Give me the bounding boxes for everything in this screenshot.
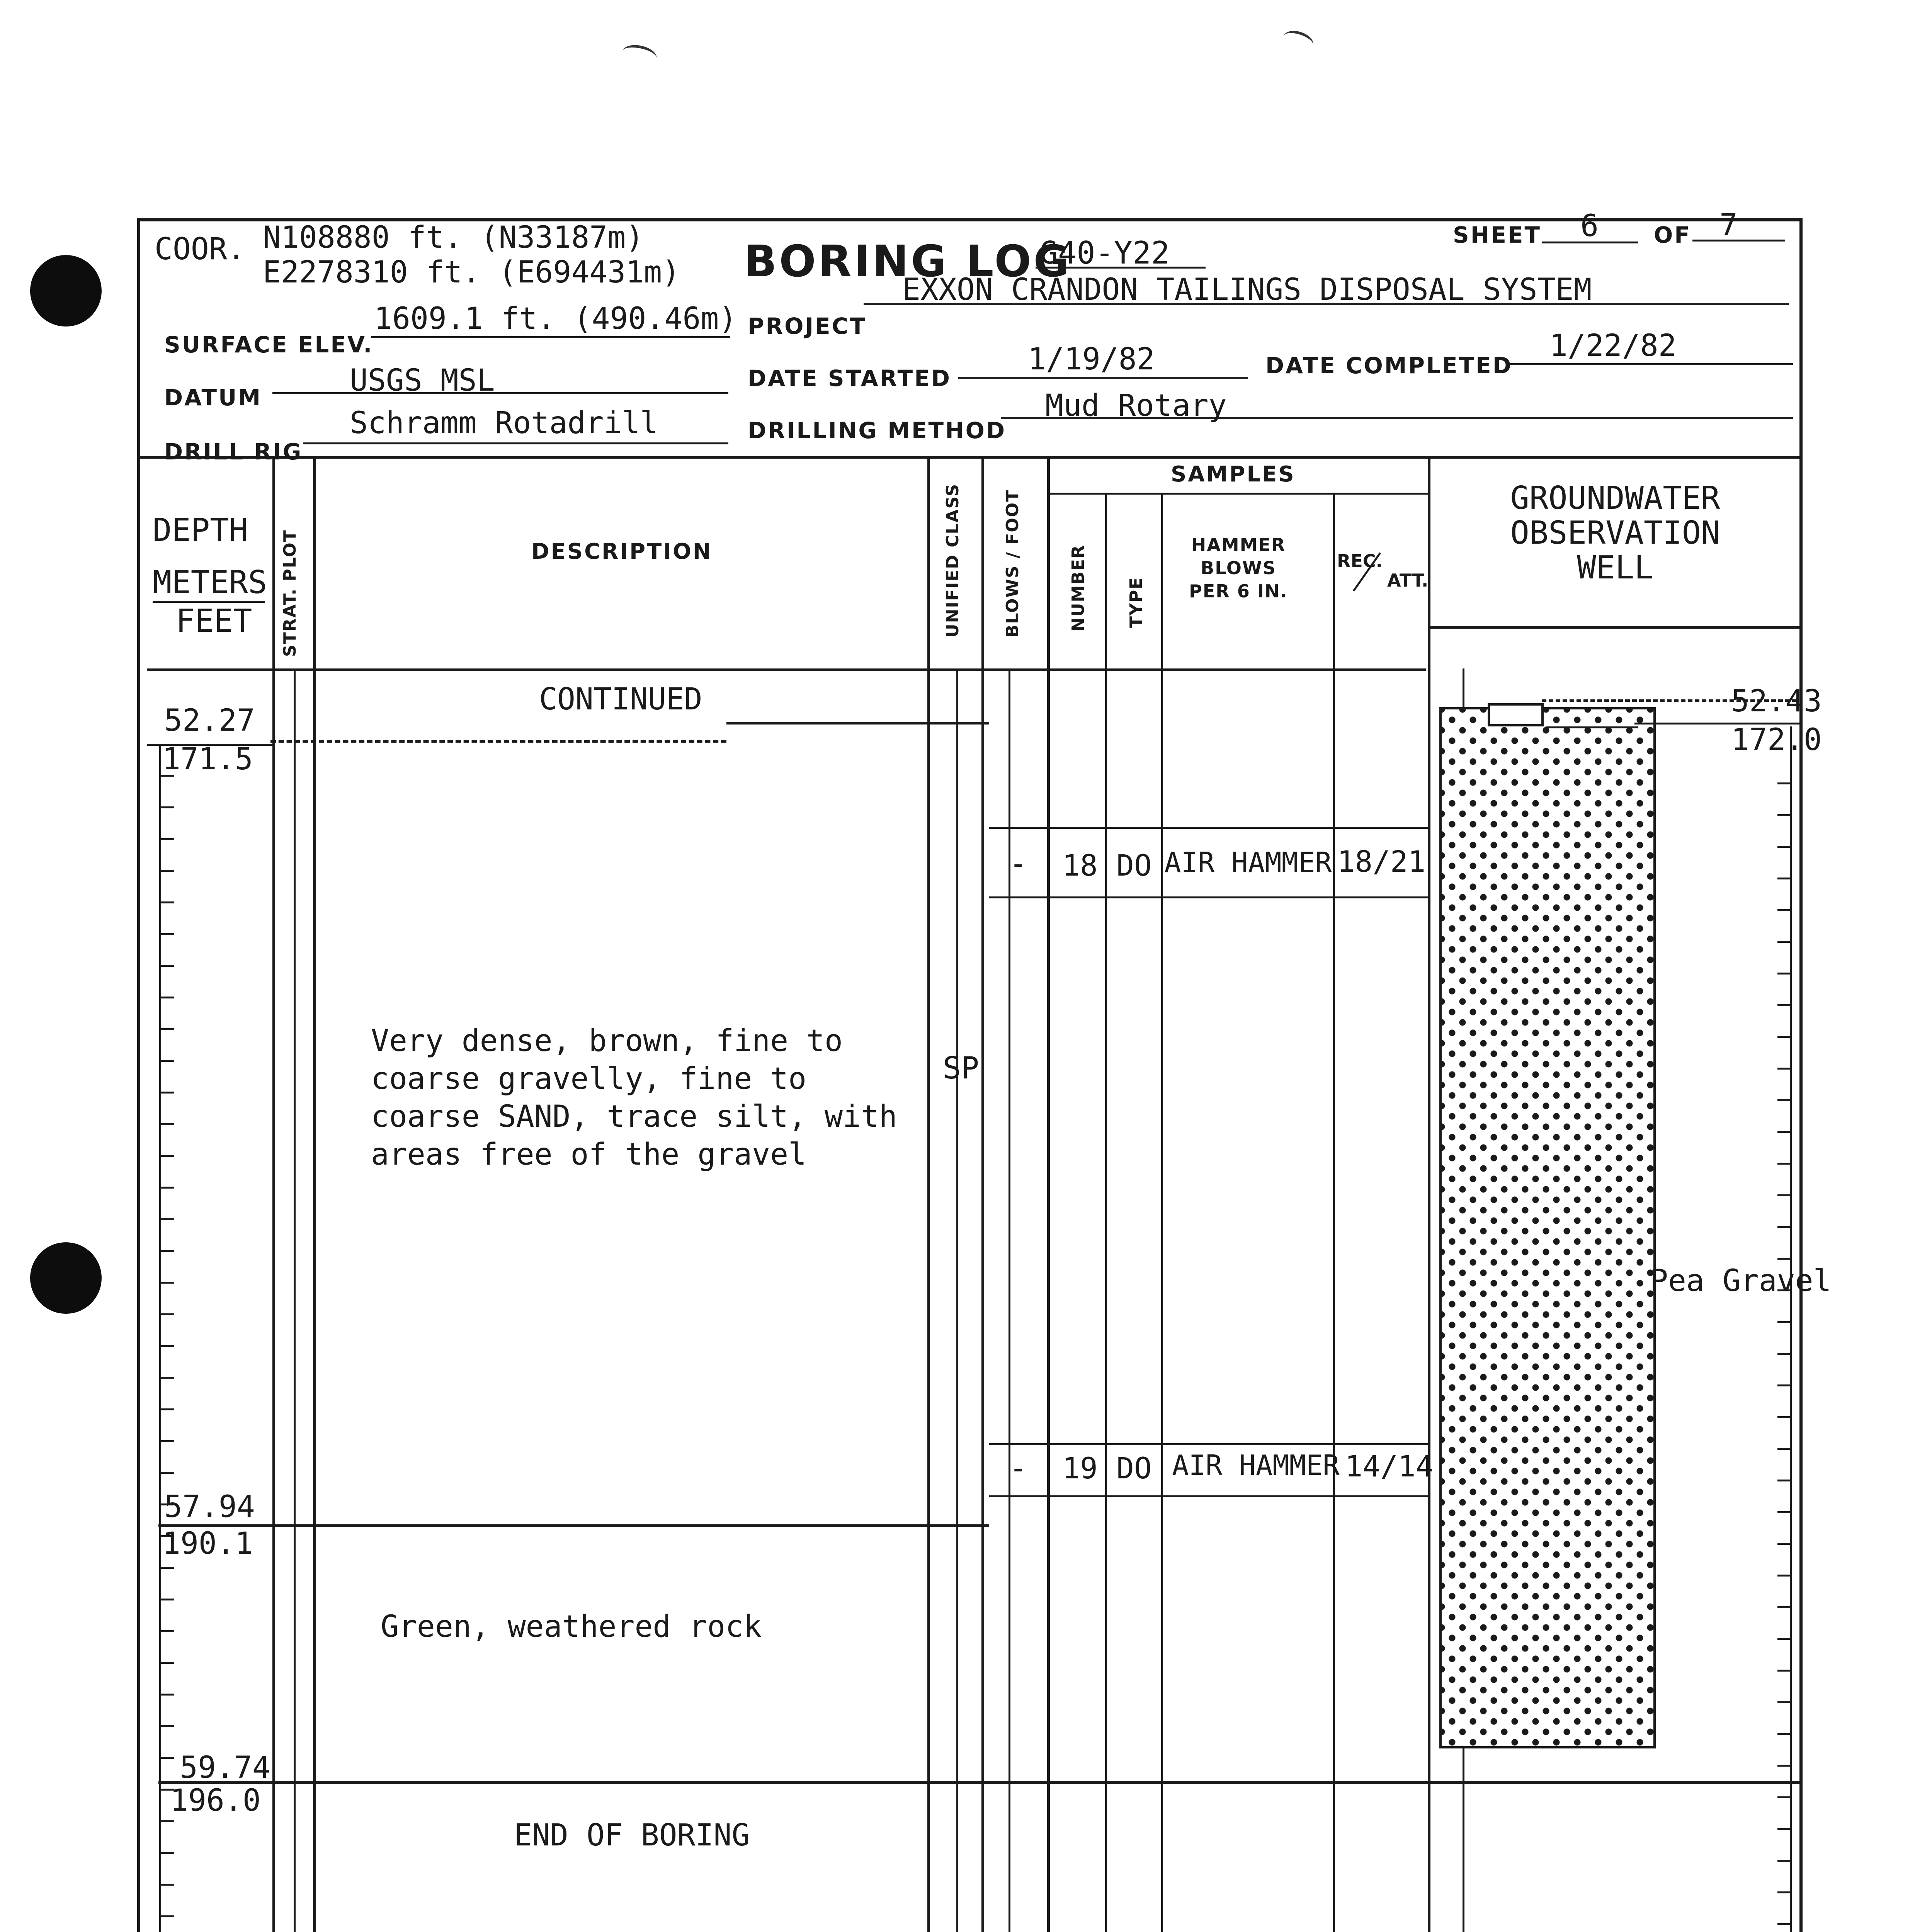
binder-hole-middle — [30, 1242, 102, 1314]
well-depth-tick — [1777, 941, 1791, 943]
depth-tick — [160, 1187, 174, 1189]
depth-tick — [160, 965, 174, 967]
well-depth-tick — [1777, 1796, 1791, 1798]
datum-value: USGS MSL — [350, 363, 495, 398]
well-top-meters: 52.43 — [1731, 684, 1822, 719]
layer-1-description — [371, 1022, 897, 1173]
class-blows-divider — [981, 456, 984, 1932]
strat-desc-divider — [313, 456, 316, 1932]
col-hammer-line-2: BLOWS — [1201, 558, 1276, 578]
well-depth-tick — [1777, 1543, 1791, 1545]
well-depth-tick — [1777, 1353, 1791, 1355]
date-started-value: 1/19/82 — [1028, 342, 1155, 377]
heading-bottom-rule — [147, 668, 1426, 671]
depth-tick — [160, 1092, 174, 1094]
col-well-line-3: WELL — [1577, 549, 1653, 586]
depth-tick — [160, 1884, 174, 1886]
layer-2-description: Green, weathered rock — [381, 1609, 762, 1644]
depth-tick — [160, 838, 174, 840]
depth-tick — [160, 1408, 174, 1410]
sample-19-rec-att: 14/14 — [1345, 1449, 1434, 1483]
sample-19-blows: - — [1009, 1451, 1027, 1485]
well-depth-tick — [1777, 1606, 1791, 1608]
depth-strat-divider — [272, 456, 275, 1932]
col-well-line-1: GROUNDWATER — [1510, 480, 1720, 517]
boring-id-line — [1036, 267, 1206, 269]
depth-mid-meters: 57.94 — [164, 1490, 255, 1524]
date-started-line — [958, 377, 1248, 379]
col-blows-foot: BLOWS / FOOT — [1003, 489, 1022, 638]
header-divider — [139, 456, 1801, 459]
depth-tick — [160, 1377, 174, 1379]
sheet-total-line — [1692, 240, 1785, 242]
depth-top-feet: 171.5 — [162, 742, 253, 777]
sample-19-type: DO — [1116, 1451, 1152, 1485]
depth-tick — [160, 1250, 174, 1252]
well-depth-tick — [1777, 1733, 1791, 1735]
well-depth-tick — [1777, 1099, 1791, 1101]
drilling-method-value: Mud Rotary — [1045, 388, 1227, 423]
well-depth-tick — [1777, 814, 1791, 816]
well-depth-tick — [1777, 1036, 1791, 1038]
layer-1-line-4: areas free of the gravel — [371, 1137, 807, 1172]
col-number: NUMBER — [1068, 544, 1088, 632]
sample-19-top — [989, 1443, 1430, 1445]
well-depth-tick — [1777, 1163, 1791, 1165]
well-depth-tick — [1777, 1701, 1791, 1703]
depth-tick — [160, 933, 174, 935]
well-depth-tick — [1777, 1638, 1791, 1640]
sample-18-top — [989, 827, 1430, 829]
date-completed-line — [1507, 363, 1793, 365]
layer-1-line-2: coarse gravelly, fine to — [371, 1061, 807, 1096]
well-depth-tick — [1777, 973, 1791, 975]
drill-rig-label: DRILL RIG — [164, 439, 303, 465]
depth-tick — [160, 1123, 174, 1125]
col-strat-plot: STRAT. PLOT — [280, 529, 300, 657]
well-depth-tick — [1777, 782, 1791, 784]
col-depth: DEPTH — [153, 512, 248, 549]
depth-tick — [160, 806, 174, 808]
depth-tick — [160, 1662, 174, 1664]
samples-subheader-line — [1047, 493, 1428, 495]
sample-18-blows: - — [1009, 846, 1027, 881]
date-started-label: DATE STARTED — [748, 365, 952, 391]
well-depth-tick — [1777, 1575, 1791, 1577]
sheet-total: 7 — [1719, 208, 1738, 243]
col-hammer-blows — [1163, 533, 1314, 603]
well-depth-tick — [1777, 1480, 1791, 1481]
well-depth-tick — [1777, 1194, 1791, 1196]
well-depth-tick — [1777, 1448, 1791, 1450]
drilling-method-label: DRILLING METHOD — [748, 417, 1007, 444]
layer-1-line-3: coarse SAND, trace silt, with — [371, 1099, 897, 1134]
end-boundary — [158, 1781, 1801, 1784]
depth-tick — [160, 901, 174, 903]
well-depth-tick — [1777, 1828, 1791, 1830]
sample-18-hammer: AIR HAMMER — [1164, 846, 1332, 879]
form-title: BORING LOG — [744, 236, 1071, 287]
depth-tick — [160, 1218, 174, 1220]
project-label: PROJECT — [748, 313, 867, 339]
class-inner-line — [956, 668, 958, 1932]
well-depth-tick — [1777, 1321, 1791, 1323]
well-outer-line — [1654, 723, 1656, 1747]
strat-inner-line — [294, 668, 296, 1932]
rec-well-divider — [1428, 456, 1430, 1932]
continued-label: CONTINUED — [539, 682, 702, 717]
well-scale-line — [1790, 726, 1792, 1932]
drilling-method-line — [1001, 417, 1793, 419]
layer-1-class: SP — [943, 1051, 979, 1086]
depth-mid-feet: 190.1 — [162, 1526, 253, 1561]
sample-19-bottom — [989, 1495, 1430, 1497]
col-rec: REC. — [1337, 551, 1383, 571]
depth-tick — [160, 1313, 174, 1315]
depth-bot-feet: 196.0 — [170, 1783, 261, 1818]
col-att: ATT. — [1387, 570, 1429, 591]
sample-18-type: DO — [1116, 848, 1152, 883]
col-well-line-2: OBSERVATION — [1510, 515, 1720, 551]
col-unified-class: UNIFIED CLASS — [943, 483, 963, 638]
depth-tick — [160, 1155, 174, 1157]
depth-tick — [160, 1028, 174, 1030]
sample-19-number: 19 — [1062, 1451, 1098, 1485]
well-depth-tick — [1777, 909, 1791, 911]
depth-tick — [160, 1852, 174, 1854]
depth-tick — [160, 1694, 174, 1696]
end-of-boring: END OF BORING — [514, 1818, 750, 1853]
well-depth-tick — [1777, 1670, 1791, 1672]
sample-18-bottom — [989, 896, 1430, 898]
well-fill-label: Pea Gravel — [1650, 1264, 1832, 1298]
depth-tick — [160, 1060, 174, 1062]
col-feet: FEET — [176, 603, 252, 639]
depth-tick — [160, 1567, 174, 1569]
depth-tick — [160, 1345, 174, 1347]
drill-rig-line — [303, 442, 728, 444]
type-hammer-divider — [1161, 493, 1163, 1932]
well-depth-tick — [1777, 878, 1791, 879]
depth-tick — [160, 1472, 174, 1474]
coor-north: N108880 ft. (N33187m) — [263, 220, 644, 255]
well-depth-tick — [1777, 1004, 1791, 1006]
scan-mark-left — [621, 42, 658, 67]
pea-gravel-fill — [1439, 707, 1656, 1748]
number-type-divider — [1105, 493, 1107, 1932]
col-description: DESCRIPTION — [531, 539, 713, 564]
sheet-label: SHEET — [1453, 222, 1542, 248]
top-boundary-dashed — [270, 740, 726, 743]
col-type: TYPE — [1126, 577, 1146, 628]
well-depth-tick — [1777, 1891, 1791, 1893]
layer-1-line-1: Very dense, brown, fine to — [371, 1024, 843, 1058]
depth-tick — [160, 1440, 174, 1442]
col-well-title — [1430, 481, 1801, 585]
depth-bot-meters: 59.74 — [180, 1750, 270, 1785]
date-completed-value: 1/22/82 — [1549, 328, 1677, 363]
boring-id: G40-Y22 — [1039, 235, 1170, 271]
desc-class-divider — [927, 456, 930, 1932]
well-casing-cap — [1488, 703, 1544, 726]
depth-tick — [160, 1820, 174, 1822]
sample-19-hammer: AIR HAMMER — [1172, 1449, 1340, 1481]
well-depth-tick — [1777, 1131, 1791, 1133]
well-depth-tick — [1777, 1226, 1791, 1228]
well-top-feet: 172.0 — [1731, 723, 1822, 757]
depth-tick — [160, 870, 174, 872]
well-depth-tick — [1777, 1511, 1791, 1513]
surface-elev-line — [371, 336, 730, 338]
depth-tick — [160, 1757, 174, 1759]
sheet-number-line — [1542, 242, 1638, 243]
col-hammer-line-1: HAMMER — [1191, 534, 1286, 555]
depth-top-meters: 52.27 — [164, 703, 255, 738]
well-depth-tick — [1777, 1860, 1791, 1862]
well-depth-tick — [1777, 1258, 1791, 1260]
depth-tick — [160, 1599, 174, 1600]
of-label: OF — [1654, 222, 1691, 248]
sample-18-rec-att: 18/21 — [1337, 844, 1426, 879]
depth-tick — [160, 1282, 174, 1284]
project-value: EXXON CRANDON TAILINGS DISPOSAL SYSTEM — [902, 272, 1592, 307]
datum-label: DATUM — [164, 384, 262, 411]
hammer-rec-divider — [1333, 493, 1335, 1932]
sheet-number: 6 — [1580, 209, 1599, 243]
well-casing-line — [1546, 726, 1638, 728]
layer-2-boundary — [158, 1524, 989, 1527]
coor-label: COOR. — [155, 232, 245, 267]
scan-mark-right — [1281, 27, 1316, 54]
well-depth-tick — [1777, 1923, 1791, 1925]
blows-number-divider — [1047, 456, 1050, 1932]
depth-scale-line — [159, 744, 161, 1932]
surface-elev-label: SURFACE ELEV. — [164, 332, 374, 358]
coor-east: E2278310 ft. (E694431m) — [263, 255, 680, 290]
col-meters: METERS — [153, 564, 267, 601]
well-heading-bottom — [1428, 626, 1801, 629]
datum-line — [272, 392, 728, 394]
drill-rig-value: Schramm Rotadrill — [350, 406, 658, 440]
top-boundary-solid — [726, 722, 989, 724]
date-completed-label: DATE COMPLETED — [1265, 352, 1513, 379]
binder-hole-top — [30, 255, 102, 327]
well-depth-tick — [1777, 1068, 1791, 1070]
well-depth-tick — [1777, 1384, 1791, 1386]
depth-tick — [160, 1630, 174, 1632]
well-depth-tick — [1777, 846, 1791, 848]
depth-tick — [160, 1725, 174, 1727]
well-depth-tick — [1777, 1765, 1791, 1767]
surface-elev-value: 1609.1 ft. (490.46m) — [374, 301, 737, 336]
sample-18-number: 18 — [1062, 848, 1098, 883]
well-depth-tick — [1777, 1416, 1791, 1418]
col-samples: SAMPLES — [1171, 462, 1296, 487]
col-hammer-line-3: PER 6 IN. — [1189, 581, 1288, 602]
depth-tick — [160, 997, 174, 998]
depth-tick — [160, 1915, 174, 1917]
project-line — [864, 303, 1789, 305]
